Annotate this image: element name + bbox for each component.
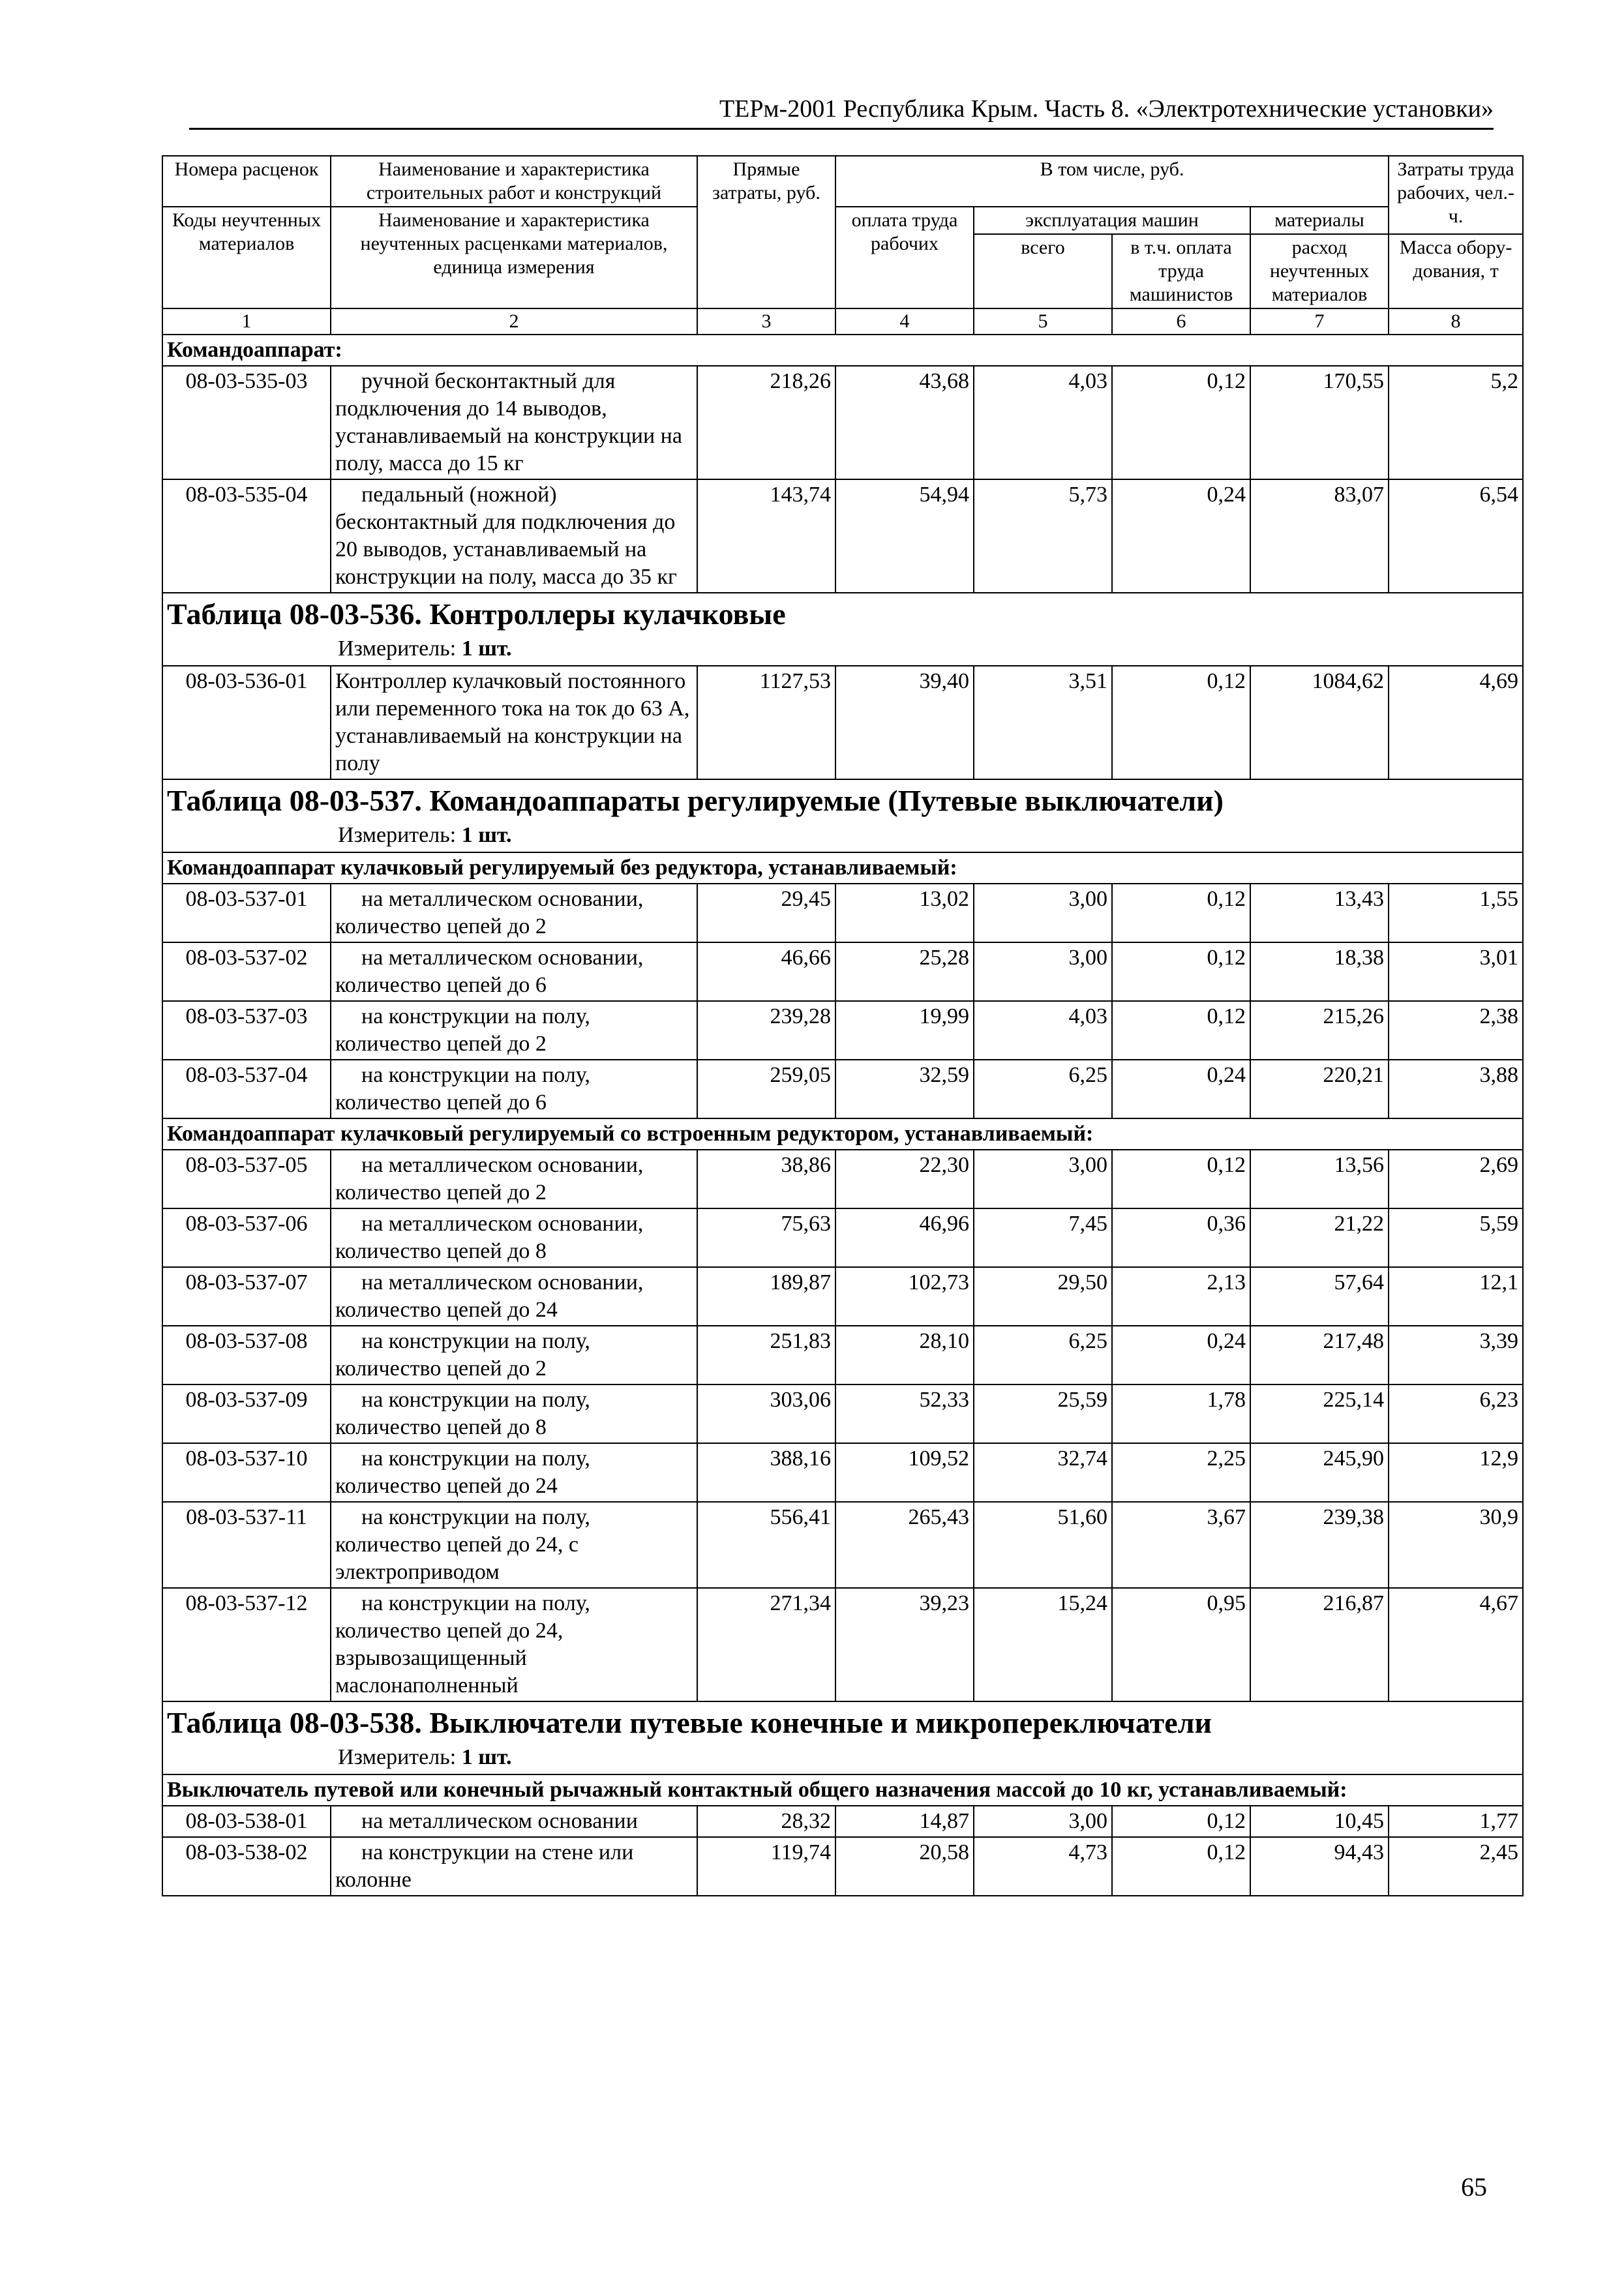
rate-code: 08-03-537-01 (162, 884, 331, 942)
value-c5: 3,51 (974, 666, 1112, 779)
table-row (162, 1443, 1523, 1502)
value-c4: 39,23 (835, 1588, 974, 1701)
value-c3: 218,26 (697, 366, 835, 479)
table-title: Таблица 08-03-538. Выключатели путевые конечные и микропереключатели (167, 1706, 1212, 1739)
value-c8: 5,59 (1389, 1208, 1523, 1267)
work-name: на металлическом основании, количество цепей до 2 (331, 884, 697, 942)
work-name: ручной бесконтактный для подключения до 14 выводов, устанавливаемый на конструкции на полу, масса до 15 кг (331, 366, 697, 479)
value-c5: 5,73 (974, 479, 1112, 593)
value-c8: 1,55 (1389, 884, 1523, 942)
work-name: на конструкции на полу, количество цепей до 2 (331, 1326, 697, 1384)
work-name: на конструкции на полу, количество цепей до 24, взрывозащищенный маслонаполненный (331, 1588, 697, 1701)
rate-code: 08-03-537-06 (162, 1208, 331, 1267)
value-c4: 22,30 (835, 1150, 974, 1208)
table-row (162, 479, 1523, 593)
header-machinists-pay: в т.ч. оплата труда машинистов (1112, 234, 1250, 308)
table-row (162, 1060, 1523, 1118)
value-c7: 245,90 (1250, 1443, 1389, 1502)
value-c7: 13,43 (1250, 884, 1389, 942)
value-c4: 20,58 (835, 1837, 974, 1896)
column-number: 5 (974, 308, 1112, 335)
header-mass: Масса обору- дования, т (1389, 234, 1523, 308)
value-c4: 32,59 (835, 1060, 974, 1118)
price-table (162, 155, 1524, 1896)
column-number: 6 (1112, 308, 1250, 335)
table-row (162, 1502, 1523, 1588)
value-c3: 251,83 (697, 1326, 835, 1384)
table-title-row (162, 1701, 1523, 1774)
work-name: на металлическом основании, количество цепей до 8 (331, 1208, 697, 1267)
work-name: на металлическом основании, количество цепей до 2 (331, 1150, 697, 1208)
value-c5: 32,74 (974, 1443, 1112, 1502)
value-c7: 18,38 (1250, 942, 1389, 1001)
rate-code: 08-03-537-02 (162, 942, 331, 1001)
group-row (162, 1118, 1523, 1150)
work-name: Контроллер кулачковый постоянного или переменного тока на ток до 63 А, устанавливаемый на конструкции на полу (331, 666, 697, 779)
table-row (162, 1326, 1523, 1384)
value-c5: 6,25 (974, 1326, 1112, 1384)
value-c6: 1,78 (1112, 1384, 1250, 1443)
rate-code: 08-03-536-01 (162, 666, 331, 779)
table-row (162, 1001, 1523, 1060)
rate-code: 08-03-537-08 (162, 1326, 331, 1384)
work-name: на конструкции на полу, количество цепей до 6 (331, 1060, 697, 1118)
table-row (162, 1384, 1523, 1443)
work-name: на конструкции на полу, количество цепей до 24, с электроприводом (331, 1502, 697, 1588)
table-row (162, 366, 1523, 479)
value-c8: 4,67 (1389, 1588, 1523, 1701)
header-materials-unaccounted: расход неучтенных материалов (1250, 234, 1389, 308)
value-c8: 2,38 (1389, 1001, 1523, 1060)
table-row (162, 666, 1523, 779)
header-codes-bottom: Коды неучтенных материалов (162, 207, 331, 308)
header-codes-top: Номера расценок (162, 156, 331, 207)
table-row (162, 942, 1523, 1001)
value-c3: 556,41 (697, 1502, 835, 1588)
table-row (162, 1267, 1523, 1326)
value-c3: 1127,53 (697, 666, 835, 779)
value-c4: 54,94 (835, 479, 974, 593)
value-c7: 170,55 (1250, 366, 1389, 479)
table-row (162, 884, 1523, 942)
value-c8: 5,2 (1389, 366, 1523, 479)
value-c3: 29,45 (697, 884, 835, 942)
value-c5: 3,00 (974, 1806, 1112, 1837)
table-row (162, 1588, 1523, 1701)
value-c5: 29,50 (974, 1267, 1112, 1326)
header-materials: материалы (1250, 207, 1389, 234)
value-c3: 46,66 (697, 942, 835, 1001)
value-c6: 2,25 (1112, 1443, 1250, 1502)
work-name: на металлическом основании, количество цепей до 24 (331, 1267, 697, 1326)
value-c8: 12,9 (1389, 1443, 1523, 1502)
value-c6: 0,12 (1112, 666, 1250, 779)
work-name: на конструкции на полу, количество цепей до 2 (331, 1001, 697, 1060)
value-c7: 217,48 (1250, 1326, 1389, 1384)
value-c6: 0,12 (1112, 1837, 1250, 1896)
value-c6: 0,36 (1112, 1208, 1250, 1267)
value-c3: 303,06 (697, 1384, 835, 1443)
work-name: на металлическом основании, количество цепей до 6 (331, 942, 697, 1001)
header-workers-pay: оплата труда рабочих (835, 207, 974, 308)
header-name-top: Наименование и характеристика строительных работ и конструкций (331, 156, 697, 207)
group-heading: Командоаппарат кулачковый регулируемый со встроенным редуктором, устанавливаемый: (162, 1118, 1523, 1150)
value-c8: 2,69 (1389, 1150, 1523, 1208)
value-c4: 43,68 (835, 366, 974, 479)
rate-code: 08-03-535-04 (162, 479, 331, 593)
rate-code: 08-03-537-10 (162, 1443, 331, 1502)
value-c5: 15,24 (974, 1588, 1112, 1701)
value-c8: 6,23 (1389, 1384, 1523, 1443)
value-c7: 216,87 (1250, 1588, 1389, 1701)
value-c7: 13,56 (1250, 1150, 1389, 1208)
value-c8: 4,69 (1389, 666, 1523, 779)
column-number: 3 (697, 308, 835, 335)
value-c8: 12,1 (1389, 1267, 1523, 1326)
value-c3: 143,74 (697, 479, 835, 593)
value-c6: 0,24 (1112, 479, 1250, 593)
value-c6: 0,12 (1112, 1806, 1250, 1837)
value-c6: 0,12 (1112, 1001, 1250, 1060)
group-row (162, 852, 1523, 884)
page-header: ТЕРм-2001 Республика Крым. Часть 8. «Электротехнические установки» (189, 93, 1494, 130)
header-labor: Затраты труда рабочих, чел.-ч. (1389, 156, 1523, 234)
table-row (162, 1150, 1523, 1208)
table-title-cell (162, 1701, 1523, 1774)
value-c5: 51,60 (974, 1502, 1112, 1588)
value-c4: 14,87 (835, 1806, 974, 1837)
table-title: Таблица 08-03-536. Контроллеры кулачковые (167, 597, 786, 631)
value-c8: 30,9 (1389, 1502, 1523, 1588)
value-c5: 4,03 (974, 1001, 1112, 1060)
value-c4: 102,73 (835, 1267, 974, 1326)
work-name: на металлическом основании (331, 1806, 697, 1837)
value-c3: 28,32 (697, 1806, 835, 1837)
work-name: педальный (ножной) бесконтактный для подключения до 20 выводов, устанавливаемый на конструкции на полу, масса до 35 кг (331, 479, 697, 593)
column-number: 4 (835, 308, 974, 335)
value-c5: 3,00 (974, 1150, 1112, 1208)
column-number: 1 (162, 308, 331, 335)
value-c7: 94,43 (1250, 1837, 1389, 1896)
value-c5: 6,25 (974, 1060, 1112, 1118)
value-c4: 19,99 (835, 1001, 974, 1060)
work-name: на конструкции на полу, количество цепей до 24 (331, 1443, 697, 1502)
value-c4: 109,52 (835, 1443, 974, 1502)
value-c7: 215,26 (1250, 1001, 1389, 1060)
value-c6: 2,13 (1112, 1267, 1250, 1326)
value-c7: 225,14 (1250, 1384, 1389, 1443)
column-number: 7 (1250, 308, 1389, 335)
unit-label: Измеритель: (338, 823, 457, 847)
value-c8: 3,88 (1389, 1060, 1523, 1118)
value-c4: 25,28 (835, 942, 974, 1001)
value-c5: 7,45 (974, 1208, 1112, 1267)
header-including: В том числе, руб. (835, 156, 1389, 207)
value-c3: 388,16 (697, 1443, 835, 1502)
value-c5: 4,73 (974, 1837, 1112, 1896)
value-c7: 1084,62 (1250, 666, 1389, 779)
value-c7: 220,21 (1250, 1060, 1389, 1118)
unit-value: 1 шт. (461, 636, 512, 661)
value-c5: 3,00 (974, 942, 1112, 1001)
group-heading: Выключатель путевой или конечный рычажный контактный общего назначения массой до 10 кг, устанавливаемый: (162, 1774, 1523, 1806)
header-machines: эксплуатация машин (974, 207, 1250, 234)
group-heading: Командоаппарат кулачковый регулируемый без редуктора, устанавливаемый: (162, 852, 1523, 884)
value-c4: 265,43 (835, 1502, 974, 1588)
rate-code: 08-03-537-03 (162, 1001, 331, 1060)
rate-code: 08-03-537-09 (162, 1384, 331, 1443)
value-c3: 271,34 (697, 1588, 835, 1701)
value-c8: 3,01 (1389, 942, 1523, 1001)
page-number: 65 (1461, 2172, 1487, 2202)
value-c8: 1,77 (1389, 1806, 1523, 1837)
rate-code: 08-03-535-03 (162, 366, 331, 479)
value-c6: 0,12 (1112, 884, 1250, 942)
value-c4: 52,33 (835, 1384, 974, 1443)
unit-value: 1 шт. (461, 823, 512, 847)
value-c6: 0,12 (1112, 1150, 1250, 1208)
value-c8: 3,39 (1389, 1326, 1523, 1384)
column-number: 8 (1389, 308, 1523, 335)
value-c3: 38,86 (697, 1150, 835, 1208)
value-c3: 239,28 (697, 1001, 835, 1060)
work-name: на конструкции на стене или колонне (331, 1837, 697, 1896)
value-c6: 3,67 (1112, 1502, 1250, 1588)
header-name-bottom: Наименование и характеристика неучтенных расценками материалов, единица измерения (331, 207, 697, 308)
value-c4: 39,40 (835, 666, 974, 779)
unit-line (167, 634, 1518, 664)
value-c6: 0,24 (1112, 1326, 1250, 1384)
value-c4: 13,02 (835, 884, 974, 942)
value-c6: 0,95 (1112, 1588, 1250, 1701)
value-c7: 83,07 (1250, 479, 1389, 593)
value-c8: 6,54 (1389, 479, 1523, 593)
table-title-cell (162, 779, 1523, 852)
value-c3: 189,87 (697, 1267, 835, 1326)
group-row (162, 1774, 1523, 1806)
table-row (162, 1806, 1523, 1837)
group-heading: Командоаппарат: (162, 335, 1523, 366)
rate-code: 08-03-537-07 (162, 1267, 331, 1326)
value-c4: 28,10 (835, 1326, 974, 1384)
value-c6: 0,12 (1112, 942, 1250, 1001)
rate-code: 08-03-537-12 (162, 1588, 331, 1701)
unit-label: Измеритель: (338, 1745, 457, 1769)
value-c8: 2,45 (1389, 1837, 1523, 1896)
value-c6: 0,24 (1112, 1060, 1250, 1118)
value-c7: 57,64 (1250, 1267, 1389, 1326)
value-c3: 75,63 (697, 1208, 835, 1267)
header-machines-total: всего (974, 234, 1112, 308)
table-title-row (162, 779, 1523, 852)
rate-code: 08-03-538-02 (162, 1837, 331, 1896)
header-direct-costs: Прямые затраты, руб. (697, 156, 835, 308)
unit-value: 1 шт. (461, 1745, 512, 1769)
value-c3: 259,05 (697, 1060, 835, 1118)
table-row (162, 1208, 1523, 1267)
table-title-row (162, 593, 1523, 666)
rate-code: 08-03-538-01 (162, 1806, 331, 1837)
unit-label: Измеритель: (338, 636, 457, 661)
unit-line (167, 820, 1518, 850)
rate-code: 08-03-537-11 (162, 1502, 331, 1588)
value-c5: 3,00 (974, 884, 1112, 942)
unit-line (167, 1743, 1518, 1773)
rate-code: 08-03-537-04 (162, 1060, 331, 1118)
value-c5: 25,59 (974, 1384, 1112, 1443)
table-title-cell (162, 593, 1523, 666)
group-row (162, 335, 1523, 366)
value-c7: 239,38 (1250, 1502, 1389, 1588)
value-c6: 0,12 (1112, 366, 1250, 479)
value-c3: 119,74 (697, 1837, 835, 1896)
work-name: на конструкции на полу, количество цепей до 8 (331, 1384, 697, 1443)
value-c5: 4,03 (974, 366, 1112, 479)
value-c4: 46,96 (835, 1208, 974, 1267)
column-number: 2 (331, 308, 697, 335)
rate-code: 08-03-537-05 (162, 1150, 331, 1208)
value-c7: 21,22 (1250, 1208, 1389, 1267)
table-row (162, 1837, 1523, 1896)
value-c7: 10,45 (1250, 1806, 1389, 1837)
table-title: Таблица 08-03-537. Командоаппараты регулируемые (Путевые выключатели) (167, 784, 1224, 817)
